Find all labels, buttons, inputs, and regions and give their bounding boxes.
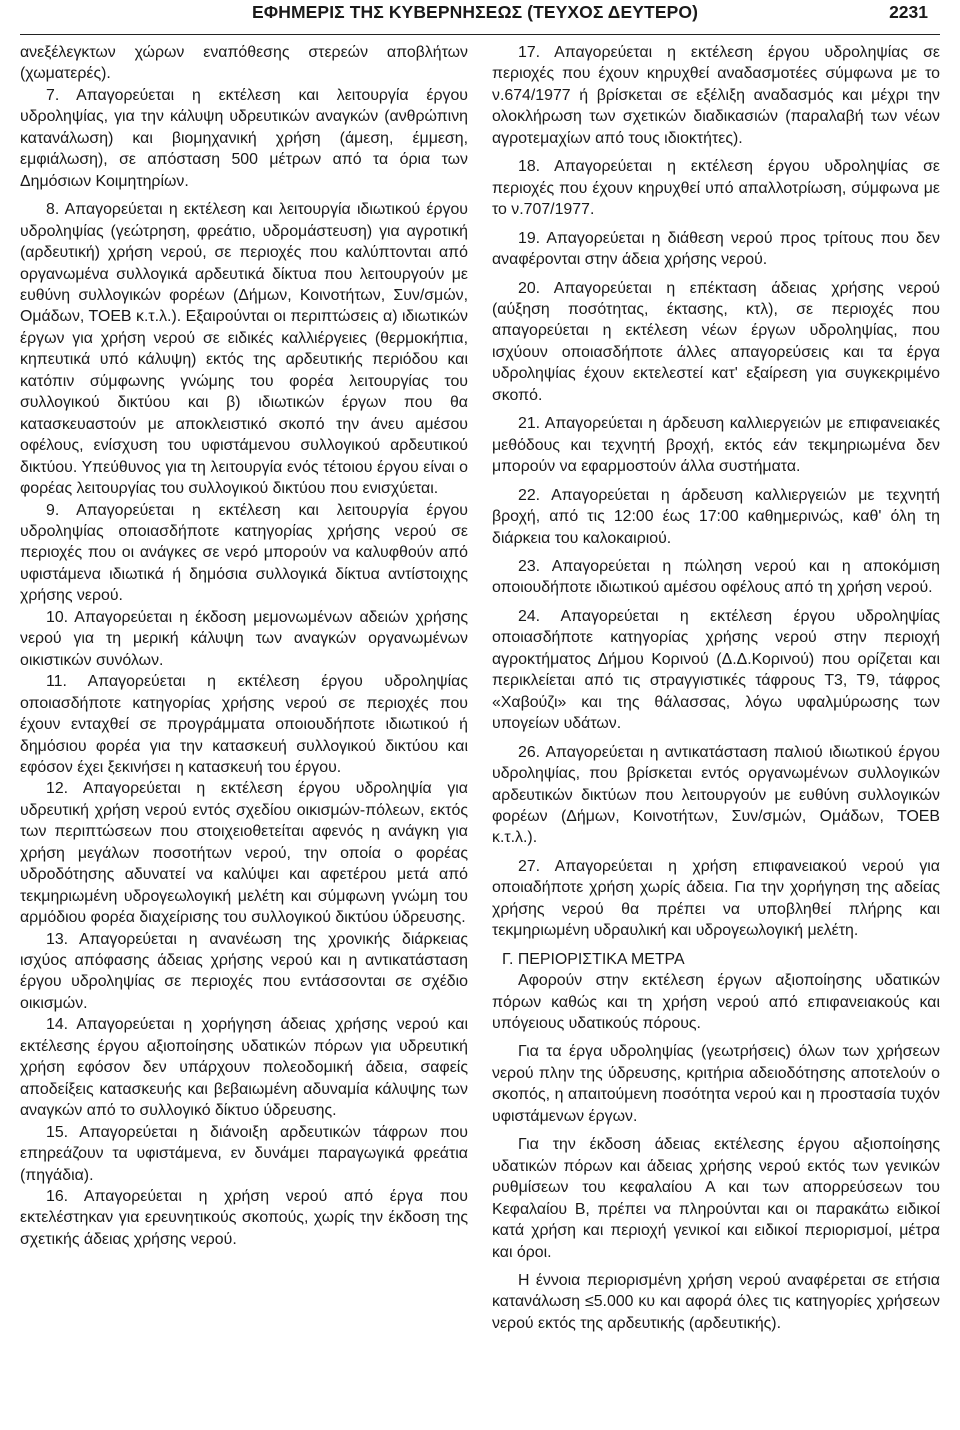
paragraph-15: 15. Απαγορεύεται η διάνοιξη αρδευτικών τάφρων που επηρεάζουν τα υφιστάμενα, εν δυνάμει παραγωγικά φρεάτια (πηγάδια). <box>20 1123 468 1184</box>
left-column <box>20 42 468 1250</box>
page-header <box>20 0 940 35</box>
section-paragraph-3: Για την έκδοση άδειας εκτέλεσης έργου αξιοποίησης υδατικών πόρων και άδειας χρήσης νερού εκτός των γενικών ρυθμίσεων του κεφαλαίου Α και των απορρεύσεων του Κεφαλαίου Β, πρέπει να πληρούνται και οι παρακάτω ειδικοί κατά χρήση και περιοχή γενικοί και ειδικοί περιορισμοί, μέτρα και όροι. <box>492 1136 940 1261</box>
paragraph-8: 8. Απαγορεύεται η εκτέλεση και λειτουργία ιδιωτικού έργου υδροληψίας (γεώτρηση, φρεάτιο, υδρομάστευση) για αγροτική (αρδευτική) χρήση νερού, σε περιοχές που καλύπτονται από οργανωμένα συλλογικά αρδευτικά δίκτυα που λειτουργούν με ευθύνη συλλογικών φορέων (Δήμων, Κοινοτήτων, Συν/σμών, Ομάδων, ΤΟΕΒ κ.τ.λ.). Εξαιρούνται οι περιπτώσεις α) ιδιωτικών έργων για χρήση νερού σε ειδικές καλλιέργειες (θερμοκήπια, κηπευτικά υπό κάλυψη) εκτός της αρδευτικής περιόδου και κατόπιν σύμφωνης γνώμης του φορέα λειτουργίας του συλλογικού δικτύου και β) ιδιωτικών έργων που θα κατασκευαστούν με αποκλειστικό σκοπό την άνευ αμέσου οφέλους, ενίσχυση του υφιστάμενου συλλογικού αρδευτικού δικτύου. Υπεύθυνος για τη λειτουργία ενός τέτοιου έργου είναι ο φορέας λειτουργίας του συλλογικού δικτύου που ενισχύεται. <box>20 201 468 498</box>
paragraph-27: 27. Απαγορεύεται η χρήση επιφανειακού νερού για οποιαδήποτε χρήση χωρίς άδεια. Για την χορήγηση της αδείας χρήσης νερού θα πρέπει να υποβληθεί πλήρης και τεκμηριωμένη υδραυλική και υδρογεωλογική μελέτη. <box>492 857 940 940</box>
paragraph-24: 24. Απαγορεύεται η εκτέλεση έργου υδροληψίας οποιασδήποτε κατηγορίας χρήσης νερού στην περιοχή αγροκτήματος Δήμου Κορινού (Δ.Δ.Κορινού) που ορίζεται και περικλείεται από τις στραγγιστικές τάφρους Τ3, Τ9, τάφρος «Χαβούζι» και της θάλασσας, λόγω υφαλμύρωσης των υπογείων υδάτων. <box>492 607 940 733</box>
section-paragraph-4: Η έννοια περιορισμένη χρήση νερού αναφέρεται σε ετήσια κατανάλωση ≤5.000 κυ και αφορά όλες τις κατηγορίες χρήσεων νερού εκτός της αρδευτικής (αρδευτικής). <box>492 1272 940 1332</box>
right-column <box>492 42 940 1334</box>
gazette-title: ΕΦΗΜΕΡΙΣ ΤΗΣ ΚΥΒΕΡΝΗΣΕΩΣ (ΤΕΥΧΟΣ ΔΕΥΤΕΡΟ) <box>252 2 699 22</box>
paragraph-continuation: ανεξέλεγκτων χώρων εναπόθεσης στερεών αποβλήτων (χωματερές). <box>20 44 468 83</box>
paragraph-21: 21. Απαγορεύεται η άρδευση καλλιεργειών με επιφανειακές μεθόδους και τεχνητή βροχή, εκτός εάν τεκμηριωμένα δεν μπορούν να εφαρμοστούν άλλα συστήματα. <box>492 415 940 476</box>
section-paragraph-2: Για τα έργα υδροληψίας (γεωτρήσεις) όλων των χρήσεων νερού πλην της ύδρευσης, κριτήρια αδειοδότησης αποτελούν ο σκοπός, η απαιτούμενη ποσότητα νερού και η προστασία τυχόν υφιστάμενων έργων. <box>492 1043 940 1125</box>
section-paragraph-1: Αφορούν στην εκτέλεση έργων αξιοποίησης υδατικών πόρων καθώς και τη χρήση νερού από επιφανειακούς και υπόγειους υδατικούς πόρους. <box>492 972 940 1033</box>
paragraph-9: 9. Απαγορεύεται η εκτέλεση και λειτουργία έργου υδροληψίας οποιασδήποτε κατηγορίας χρήσης νερού σε περιοχές που οι ανάγκες σε νερό μπορούν να καλυφθούν από υφιστάμενα ιδιωτικά ή δημόσια συλλογικά δίκτυα αντίστοιχης χρήσης νερού. <box>20 501 468 605</box>
paragraph-22: 22. Απαγορεύεται η άρδευση καλλιεργειών με τεχνητή βροχή, από τις 12:00 έως 17:00 καθημερινώς, καθ' όλη τη διάρκεια του καλοκαιριού. <box>492 486 940 547</box>
paragraph-19: 19. Απαγορεύεται η διάθεση νερού προς τρίτους που δεν αναφέρονται στην άδεια χρήσης νερού. <box>492 229 940 269</box>
paragraph-14: 14. Απαγορεύεται η χορήγηση άδειας χρήσης νερού και εκτέλεσης έργου αξιοποίησης υδατικών πόρων για υδρευτική χρήση εφόσον δεν υπάρχουν πολεοδομική άδεια, σαφείς αποδείξεις κατασκευής και βεβαιωμένη αδυναμία κάλυψης των αναγκών από το συλλογικό δίκτυο ύδρευσης. <box>20 1016 468 1120</box>
paragraph-17: 17. Απαγορεύεται η εκτέλεση έργου υδροληψίας σε περιοχές που έχουν κηρυχθεί αναδασμοτέες σύμφωνα με το ν.674/1977 ή βρίσκεται σε εξέλιξη αναδασμός και μέχρι την ολοκλήρωση των σχετικών διαδικασιών (παραλαβή των νέων αγροτεμαχίων από τους ιδιοκτήτες). <box>492 44 940 147</box>
paragraph-12: 12. Απαγορεύεται η εκτέλεση έργου υδροληψία για υδρευτική χρήση νερού εντός σχεδίου οικισμών-πόλεων, εκτός των περιπτώσεων που στοιχειοθετείται αφενός η ανάγκη για χρήση μεγάλων ποσοτήτων νερού, την οποία ο φορέας υδροδότησης αδυνατεί να καλύψει και αφετέρου μετά από τεκμηριωμένη υδρογεωλογική μελέτη και σύμφωνη γνώμη του αρμόδιου φορέα διαχείρισης του συλλογικού δικτύου ύδρευσης. <box>20 780 468 927</box>
paragraph-20: 20. Απαγορεύεται η επέκταση άδειας χρήσης νερού (αύξηση ποσότητας, έκτασης, κτλ), σε περιοχές που απαγορεύεται η εκτέλεση νέων έργων υδροληψίας, που ισχύουν οποιασδήποτε άλλες απαγορεύσεις και τα έργα υδροληψίας έχουν εκτελεστεί κατ' εξαίρεση για συγκεκριμένο σκοπό. <box>492 279 940 404</box>
page-number: 2231 <box>889 2 928 22</box>
paragraph-26: 26. Απαγορεύεται η αντικατάσταση παλιού ιδιωτικού έργου υδροληψίας, που βρίσκεται εντός οργανωμένων συλλογικών αρδευτικών δικτύων που λειτουργούν με ευθύνη συλλογικών φορέων (Δήμων, Κοινοτήτων, Συν/σμών, Ομάδων, ΤΟΕΒ κ.τ.λ.). <box>492 743 940 847</box>
section-heading: Γ. ΠΕΡΙΟΡΙΣΤΙΚΑ ΜΕΤΡΑ <box>502 950 685 968</box>
paragraph-16: 16. Απαγορεύεται η χρήση νερού από έργα που εκτελέστηκαν για ερευνητικούς σκοπούς, χωρίς την έκδοση της σχετικής άδειας χρήσης νερού. <box>20 1188 468 1248</box>
paragraph-23: 23. Απαγορεύεται η πώληση νερού και η αποκόμιση οποιουδήποτε ιδιωτικού αμέσου οφέλους από τη χρήση νερού. <box>492 557 940 597</box>
paragraph-11: 11. Απαγορεύεται η εκτέλεση έργου υδροληψίας οποιασδήποτε κατηγορίας χρήσης νερού σε περιοχές που έχουν ενταχθεί σε προγράμματα οποιουδήποτε ιδιωτικού ή δημόσιου φορέα για την κατασκευή συλλογικού δικτύου και εφόσον έχει ξεκινήσει η κατασκευή του έργου. <box>20 673 468 776</box>
paragraph-10: 10. Απαγορεύεται η έκδοση μεμονωμένων αδειών χρήσης νερού για τη μερική κάλυψη των αναγκών οργανωμένων οικιστικών συνόλων. <box>20 608 468 669</box>
paragraph-13: 13. Απαγορεύεται η ανανέωση της χρονικής διάρκειας ισχύος απόφασης άδειας χρήσης νερού και η αντικατάσταση έργου υδροληψίας σε περιοχές που εντάσσονται σε σχέδιο οικισμών. <box>20 930 468 1012</box>
paragraph-7: 7. Απαγορεύεται η εκτέλεση και λειτουργία έργου υδροληψίας, για την κάλυψη υδρευτικών αναγκών (ανθρώπινη κατανάλωση) και βιομηχανική χρήση (άμεση, έμμεση, εμφιάλωση), σε απόσταση 500 μέτρων από τα όρια των Δημόσιων Κοιμητηρίων. <box>20 86 468 190</box>
paragraph-18: 18. Απαγορεύεται η εκτέλεση έργου υδροληψίας σε περιοχές που έχουν κηρυχθεί υπό απαλλοτρίωση, σύμφωνα με το ν.707/1977. <box>492 158 940 219</box>
